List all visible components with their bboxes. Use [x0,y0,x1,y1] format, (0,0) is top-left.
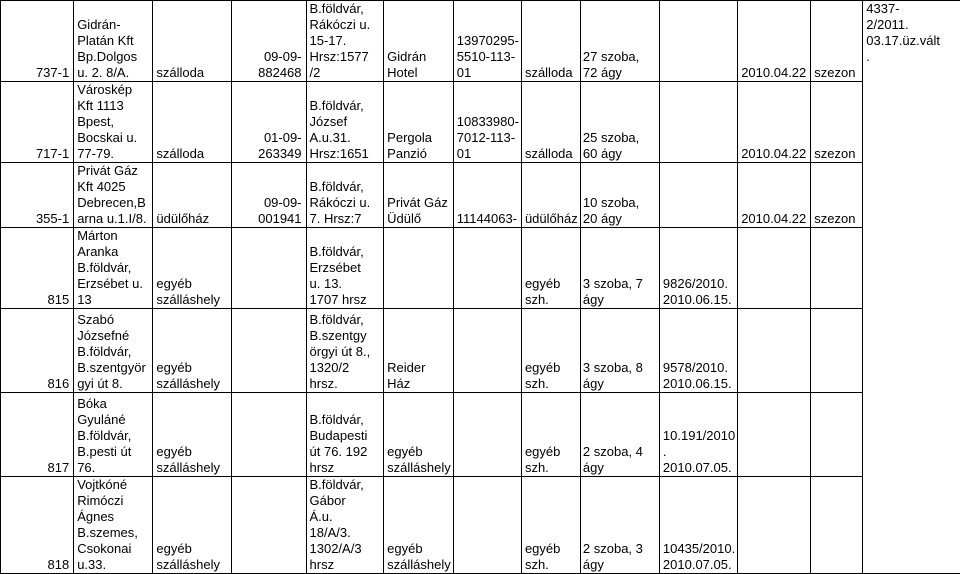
cell-season [811,477,863,574]
cell-season: szezon [811,163,863,228]
cell-operator: Bóka Gyuláné B.földvár, B.pesti út 76. [74,393,153,477]
table-body [1,1,960,574]
cell-license [659,82,737,163]
cell-tax-number: 10833980- 7012-113- 01 [453,82,521,163]
table-row [1,163,960,228]
cell-capacity: 2 szoba, 3 ágy [580,477,659,574]
cell-id: 817 [1,393,74,477]
cell-unit-name: Privát Gáz Üdülő [384,163,454,228]
cell-registration-code: 09-09- 882468 [231,1,306,82]
cell-operator: Privát Gáz Kft 4025 Debrecen,B arna u.1.I/8. [74,163,153,228]
cell-registration-code [231,477,306,574]
cell-season [811,393,863,477]
cell-lodging-type: üdülőház [153,163,231,228]
cell-id: 355-1 [1,163,74,228]
cell-lodging-type: szálloda [153,82,231,163]
cell-category: egyéb szh. [521,309,580,393]
cell-tax-number: 11144063- [453,163,521,228]
cell-date [738,309,811,393]
cell-location: B.földvár, Budapesti út 76. 192 hrsz [306,393,384,477]
table-row [1,477,960,574]
cell-id: 717-1 [1,82,74,163]
cell-license: 10435/2010. 2010.07.05. [659,477,737,574]
cell-id: 737-1 [1,1,74,82]
cell-operator: Márton Aranka B.földvár, Erzsébet u. 13 [74,228,153,309]
cell-id: 815 [1,228,74,309]
table-row [1,393,960,477]
cell-unit-name: Pergola Panzió [384,82,454,163]
cell-license: 9826/2010. 2010.06.15. [659,228,737,309]
cell-id: 816 [1,309,74,393]
cell-tax-number [453,477,521,574]
cell-unit-name: Gidrán Hotel [384,1,454,82]
cell-capacity: 3 szoba, 8 ágy [580,309,659,393]
cell-date: 2010.04.22 [738,82,811,163]
cell-registration-code: 01-09- 263349 [231,82,306,163]
cell-location: B.földvár, Gábor Á.u. 18/A/3. 1302/A/3 hrsz [306,477,384,574]
cell-lodging-type: szálloda [153,1,231,82]
cell-capacity: 25 szoba, 60 ágy [580,82,659,163]
cell-license: 9578/2010. 2010.06.15. [659,309,737,393]
cell-operator: Gidrán- Platán Kft Bp.Dolgos u. 2. 8/A. [74,1,153,82]
cell-date [738,477,811,574]
cell-date: 2010.04.22 [738,1,811,82]
cell-season: szezon [811,82,863,163]
cell-tax-number: 13970295- 5510-113- 01 [453,1,521,82]
cell-operator: Szabó Józsefné B.földvár, B.szentgyör gyi út 8. [74,309,153,393]
cell-lodging-type: egyéb szálláshely [153,228,231,309]
cell-license [659,163,737,228]
table-row [1,309,960,393]
cell-tax-number [453,228,521,309]
cell-location: B.földvár, Rákóczi u. 7. Hrsz:7 [306,163,384,228]
cell-lodging-type: egyéb szálláshely [153,477,231,574]
cell-unit-name: egyéb szálláshely [384,393,454,477]
cell-registration-code [231,393,306,477]
cell-license [659,1,737,82]
cell-date [738,393,811,477]
cell-category: szálloda [521,82,580,163]
cell-category: egyéb szh. [521,477,580,574]
table-row [1,228,960,309]
cell-location: B.földvár, József A.u.31. Hrsz:1651 [306,82,384,163]
cell-registration-code [231,228,306,309]
cell-capacity: 3 szoba, 7 ágy [580,228,659,309]
cell-category: egyéb szh. [521,228,580,309]
cell-tax-number [453,393,521,477]
cell-overflow-note: 4337- 2/2011. 03.17.üz.vált . [863,1,960,574]
table-row [1,1,960,82]
cell-capacity: 2 szoba, 4 ágy [580,393,659,477]
cell-date: 2010.04.22 [738,163,811,228]
cell-location: B.földvár, Rákóczi u. 15-17. Hrsz:1577 /2 [306,1,384,82]
cell-category: szálloda [521,1,580,82]
cell-season: szezon [811,1,863,82]
table-row [1,82,960,163]
cell-location: B.földvár, Erzsébet u. 13. 1707 hrsz [306,228,384,309]
cell-lodging-type: egyéb szálláshely [153,309,231,393]
cell-category: üdülőház [521,163,580,228]
cell-registration-code [231,309,306,393]
cell-id: 818 [1,477,74,574]
cell-registration-code: 09-09- 001941 [231,163,306,228]
cell-lodging-type: egyéb szálláshely [153,393,231,477]
cell-operator: Városkép Kft 1113 Bpest, Bocskai u. 77-79. [74,82,153,163]
cell-location: B.földvár, B.szentgy örgyi út 8., 1320/2 hrsz. [306,309,384,393]
cell-unit-name: Reider Ház [384,309,454,393]
cell-season [811,228,863,309]
cell-unit-name [384,228,454,309]
cell-operator: Vojtkóné Rimóczi Ágnes B.szemes, Csokonai u.33. [74,477,153,574]
cell-capacity: 27 szoba, 72 ágy [580,1,659,82]
cell-season [811,309,863,393]
cell-date [738,228,811,309]
cell-license: 10.191/2010 . 2010.07.05. [659,393,737,477]
cell-capacity: 10 szoba, 20 ágy [580,163,659,228]
cell-category: egyéb szh. [521,393,580,477]
cell-unit-name: egyéb szálláshely [384,477,454,574]
cell-tax-number [453,309,521,393]
